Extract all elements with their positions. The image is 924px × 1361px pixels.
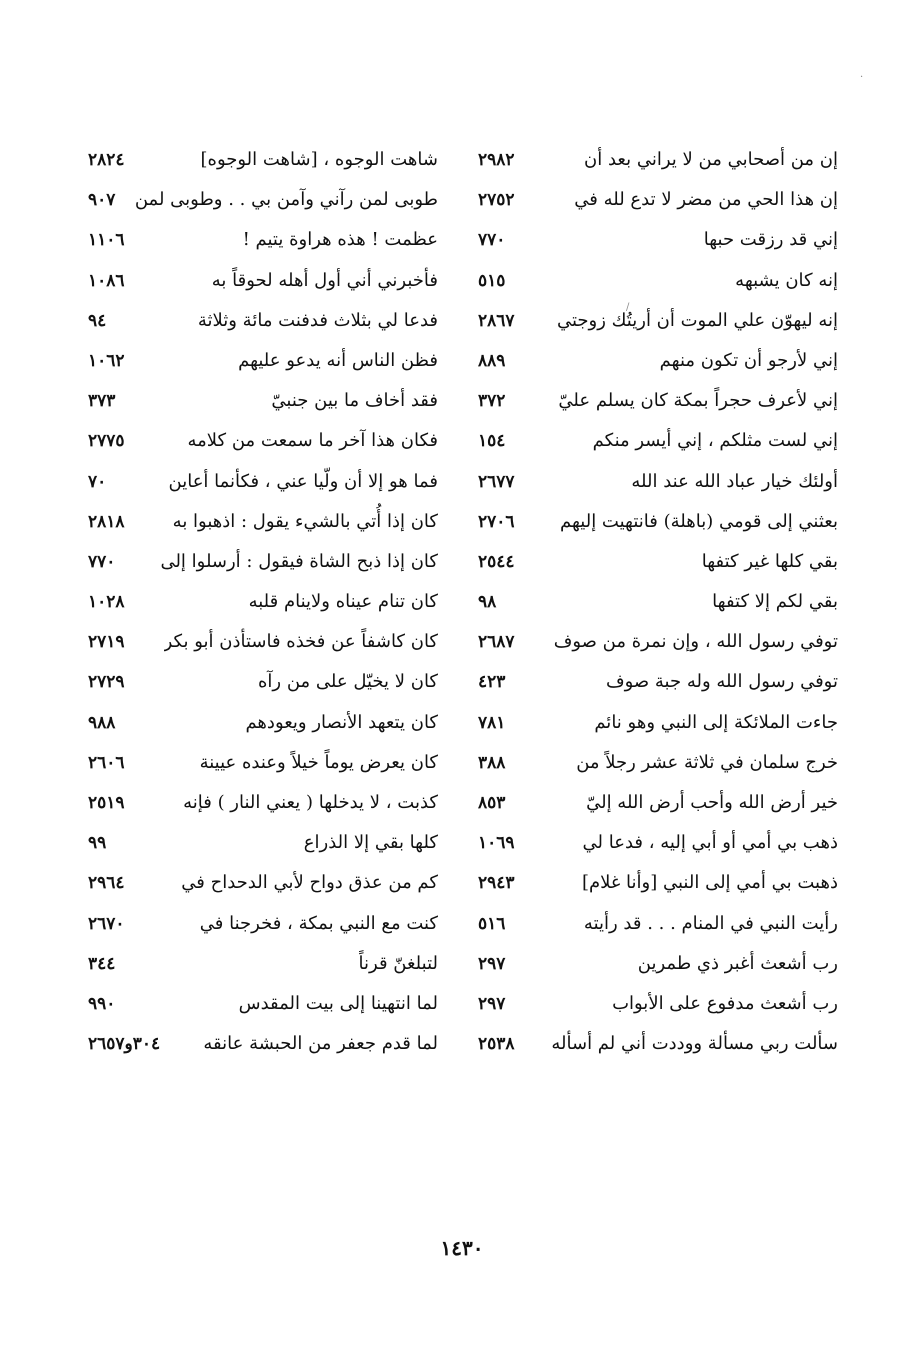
entry-reference-number: ٢٧٠٦ [478,511,515,532]
entry-text: فما هو إلا أن ولّيا عني ، فكأنما أعاين [168,470,438,492]
index-entry [88,904,438,944]
entry-reference-number: ١٠٢٨ [88,592,125,613]
entry-reference-number: ٩٩٠ [88,993,116,1014]
entry-text: إني قد رزقت حبها [703,229,838,251]
entry-text: كان إذا ذبح الشاة فيقول : أرسلوا إلى [160,550,438,572]
index-entry [88,462,438,502]
entry-reference-number: ٥١٦ [478,913,506,934]
index-entry [88,783,438,823]
entry-text: بعثني إلى قومي (باهلة) فانتهيت إليهم [560,510,838,532]
entry-reference-number: ٢٥٤٤ [478,551,515,572]
index-entry [88,863,438,903]
entry-text: رب أشعث أغبر ذي طمرين [637,952,838,974]
index-entry [88,180,438,220]
entry-reference-number: ٨٥٣ [478,793,506,813]
entry-text: رأيت النبي في المنام . . . قد رأيته [583,912,838,934]
index-entry [88,582,438,622]
entry-reference-number: ٢٧٢٩ [88,672,125,693]
index-entry [478,542,838,582]
entry-text: فقد أخاف ما بين جنبيّ [271,390,438,412]
index-entry [88,301,438,341]
entry-text: إني لأرجو أن تكون منهم [659,349,838,371]
index-entry [88,261,438,301]
page-number: ١٤٣٠ [440,1236,484,1260]
entry-reference-number: ٢٩٧ [478,953,506,974]
entry-text: توفي رسول الله وله جبة صوف [605,671,838,693]
entry-text: كنت مع النبي بمكة ، فخرجنا في [199,912,438,934]
index-entry [478,662,838,702]
entry-reference-number: ٩٠٧ [88,190,116,211]
index-entry [478,783,838,823]
index-entry [88,421,438,461]
index-entry [478,944,838,984]
entry-reference-number: ٢٧١٩ [88,632,125,653]
index-entry [478,301,838,341]
entry-text: إني لأعرف حجراً بمكة كان يسلم عليّ [558,390,838,412]
index-entry [478,381,838,421]
entry-reference-number: ٩٩ [88,833,107,854]
entry-reference-number: ٢٩٨٢ [478,150,515,170]
entry-reference-number: ٢٨١٨ [88,511,125,532]
index-entry [478,984,838,1024]
index-entry [88,542,438,582]
entry-reference-number: ٢٦٠٦ [88,752,125,773]
index-entry [478,823,838,863]
entry-reference-number: ٢٧٥٢ [478,190,515,211]
index-entry [88,622,438,662]
entry-reference-number: ٢٩٤٣ [478,873,515,894]
entry-reference-number: ٧٧٠ [88,551,116,572]
index-entry [88,381,438,421]
entry-text: إن هذا الحي من مضر لا تدع لله في [574,189,838,211]
entry-text: كان لا يخيّل على من رآه [257,671,438,693]
entry-text: كان يتعهد الأنصار ويعودهم [245,711,438,733]
entry-text: كان كاشفاً عن فخذه فاستأذن أبو بكر [163,631,438,653]
entry-reference-number: ١٠٨٦ [88,270,125,291]
entry-reference-number: ١١٠٦ [88,230,125,251]
entry-reference-number: ٩٨٨ [88,712,116,733]
entry-text: كلها بقي إلا الذراع [303,832,438,854]
entry-text: فظن الناس أنه يدعو عليهم [238,349,438,371]
index-entry [88,944,438,984]
index-entry [478,622,838,662]
entry-reference-number: ٢٦٧٠ [88,913,125,934]
entry-reference-number: ١٥٤ [478,431,506,452]
index-entry [478,1024,838,1064]
entry-text: خير أرض الله وأحب أرض الله إليّ [586,792,838,813]
entry-text: خرج سلمان في ثلاثة عشر رجلاً من [576,751,838,773]
entry-reference-number: ٧٨١ [478,712,506,733]
entry-text: جاءت الملائكة إلى النبي وهو نائم [594,711,838,733]
entry-text: طوبى لمن رآني وآمن بي . . وطوبى لمن [134,189,438,211]
entry-reference-number: ١٠٦٢ [88,350,125,371]
entry-text: ذهبت بي أمي إلى النبي [وأنا غلام] [582,872,838,894]
entry-text: لما انتهينا إلى بيت المقدس [238,992,438,1014]
entry-text: إن من أصحابي من لا يراني بعد أن [584,149,838,170]
entry-text: كم من عذق دواح لأبي الدحداح في [181,872,438,894]
entry-reference-number: ٩٤ [88,310,107,331]
entry-reference-number: ٢٥٣٨ [478,1034,515,1055]
entry-reference-number: ٥١٥ [478,270,506,291]
index-entry [88,823,438,863]
entry-text: إنه ليهوّن علي الموت أن أريتُك زوجتي [556,309,838,331]
index-entry [478,582,838,622]
entry-text: كان يعرض يوماً خيلاً وعنده عيينة [199,751,438,773]
index-entry [478,863,838,903]
index-entry [478,220,838,260]
entry-text: توفي رسول الله ، وإن نمرة من صوف [553,631,838,653]
index-entry [88,984,438,1024]
entry-reference-number: ٢٩٦٤ [88,873,125,894]
scan-dot-mark: · [860,72,864,83]
index-entry [478,341,838,381]
entry-reference-number: ٤٢٣ [478,672,506,693]
index-entry [88,341,438,381]
entry-text: فأخبرني أني أول أهله لحوقاً به [211,269,438,291]
entry-text: ذهب بي أمي أو أبي إليه ، فدعا لي [582,832,838,854]
entry-reference-number: ٨٨٩ [478,350,506,371]
index-entry [478,904,838,944]
entry-text: إنه كان يشبهه [735,269,838,291]
index-entry [478,180,838,220]
index-entry [478,140,838,180]
entry-text: إني لست مثلكم ، إني أيسر منكم [592,430,838,452]
entry-reference-number: ٢٩٧ [478,993,506,1014]
entry-reference-number: ٢٦٧٧ [478,471,515,492]
index-entry [88,743,438,783]
entry-text: لما قدم جعفر من الحبشة عانقه [203,1033,438,1055]
entry-reference-number: ٣٧٢ [478,391,506,412]
index-entry [88,140,438,180]
index-entry [88,502,438,542]
index-entry [478,462,838,502]
entry-reference-number: ٣٠٤و٢٦٥٧ [88,1034,161,1055]
entry-text: بقي لكم إلا كتفها [712,591,838,613]
entry-reference-number: ٣٧٣ [88,391,116,412]
left-index-column [88,140,438,1064]
entry-text: رب أشعث مدفوع على الأبواب [612,992,838,1014]
entry-text: لتبلغنّ قرناً [358,952,438,974]
entry-reference-number: ٢٦٨٧ [478,632,515,653]
entry-text: فكان هذا آخر ما سمعت من كلامه [187,430,438,452]
index-entry [478,703,838,743]
index-entry [88,220,438,260]
entry-text: كذبت ، لا يدخلها ( يعني النار ) فإنه [183,792,438,813]
entry-reference-number: ٢٥١٩ [88,793,125,813]
entry-text: كان إذا أُتي بالشيء يقول : اذهبوا به [172,510,438,532]
index-entry [88,662,438,702]
entry-text: كان تنام عيناه ولاينام قلبه [248,591,438,613]
entry-text: عظمت ! هذه هراوة يتيم ! [242,229,438,251]
index-entry [478,502,838,542]
entry-reference-number: ٢٨٢٤ [88,150,125,170]
entry-text: شاهت الوجوه ، [شاهت الوجوه] [200,149,438,170]
index-entry [88,703,438,743]
entry-reference-number: ٢٧٧٥ [88,431,125,452]
entry-reference-number: ٣٤٤ [88,953,116,974]
entry-reference-number: ٣٨٨ [478,752,506,773]
index-entry [478,421,838,461]
entry-text: أولئك خيار عباد الله عند الله [631,470,838,492]
index-entry [88,1024,438,1064]
index-entry [478,743,838,783]
entry-reference-number: ٩٨ [478,592,497,613]
entry-text: فدعا لي بثلاث فدفنت مائة وثلاثة [197,309,438,331]
entry-reference-number: ١٠٦٩ [478,833,515,854]
entry-reference-number: ٢٨٦٧ [478,310,515,331]
entry-text: سألت ربي مسألة ووددت أني لم أسأله [551,1033,838,1055]
entry-text: بقي كلها غير كتفها [701,550,838,572]
entry-reference-number: ٧٠ [88,471,107,492]
index-entry [478,261,838,301]
scan-tick-mark: / [626,302,630,313]
entry-reference-number: ٧٧٠ [478,230,506,251]
right-index-column [478,140,838,1064]
